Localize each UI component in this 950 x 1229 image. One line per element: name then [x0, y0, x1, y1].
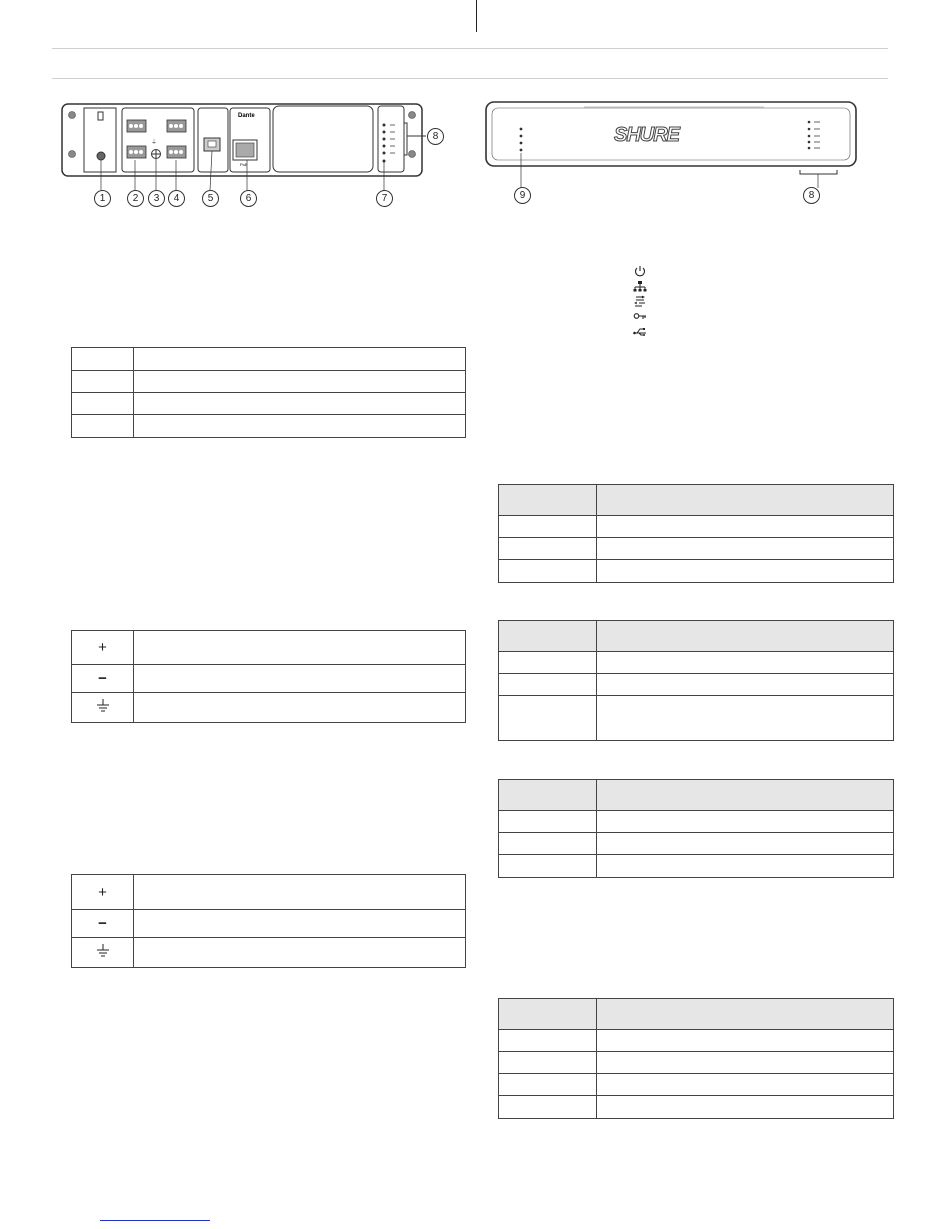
callout-6: 6: [240, 190, 257, 207]
pin-table-a: [71, 630, 466, 723]
right-table-2: [498, 620, 894, 741]
right-table-4: [498, 998, 894, 1119]
callout-1: 1: [94, 190, 111, 207]
table-row: [499, 833, 894, 855]
plus-symbol: +: [72, 631, 134, 665]
table-row: [499, 652, 894, 674]
network-icon: [633, 280, 647, 292]
encryption-icon: [633, 295, 647, 307]
rear-panel-diagram: [60, 98, 460, 210]
ground-cell: [72, 938, 134, 968]
plus-symbol: +: [72, 875, 134, 910]
callout-7: 7: [376, 190, 393, 207]
right-table-1: [498, 484, 894, 583]
table-row: [499, 560, 894, 583]
table-row: [499, 1074, 894, 1096]
table-row: [499, 811, 894, 833]
table-row: [72, 348, 466, 371]
column-divider-mark: [476, 0, 477, 32]
table-row: [72, 631, 466, 665]
right-table-3: [498, 779, 894, 878]
svg-text:Dante: Dante: [238, 113, 255, 119]
table-row: [72, 665, 466, 693]
callout-3: 3: [148, 190, 165, 207]
table-row: [72, 938, 466, 968]
table-header-row: [499, 621, 894, 652]
callout-9: 9: [514, 187, 531, 204]
footer-link[interactable]: [100, 1220, 210, 1221]
table-row: [499, 1030, 894, 1052]
table-row: [72, 371, 466, 393]
table-row: [72, 875, 466, 910]
ground-cell: [72, 693, 134, 723]
table-row: [499, 516, 894, 538]
header-rule-top: [52, 48, 888, 49]
table-header-row: [499, 780, 894, 811]
svg-text:PoE: PoE: [240, 162, 248, 167]
power-icon: [633, 265, 647, 277]
minus-symbol: −: [72, 665, 134, 693]
table-header-row: [499, 485, 894, 516]
table-row: [499, 696, 894, 741]
table-row: [499, 1096, 894, 1119]
table-row: [72, 393, 466, 415]
table-row: [72, 415, 466, 438]
svg-text:⏚: ⏚: [151, 140, 158, 146]
table-row: [499, 538, 894, 560]
ground-icon: [96, 944, 110, 958]
header-rule-bottom: [52, 78, 888, 79]
table-row: [499, 1052, 894, 1074]
table-row: [72, 693, 466, 723]
table-row: [72, 910, 466, 938]
shure-logo: SHURE: [614, 124, 680, 146]
callout-4: 4: [168, 190, 185, 207]
usb-icon: [633, 325, 647, 337]
table-header-row: [499, 999, 894, 1030]
left-table-1: [71, 347, 466, 438]
table-row: [499, 674, 894, 696]
ground-icon: [96, 699, 110, 713]
minus-symbol: −: [72, 910, 134, 938]
key-icon: [633, 310, 647, 322]
callout-8-front: 8: [803, 187, 820, 204]
callout-2: 2: [127, 190, 144, 207]
table-row: [499, 855, 894, 878]
callout-8-rear: 8: [427, 128, 444, 145]
pin-table-b: [71, 874, 466, 968]
callout-5: 5: [202, 190, 219, 207]
